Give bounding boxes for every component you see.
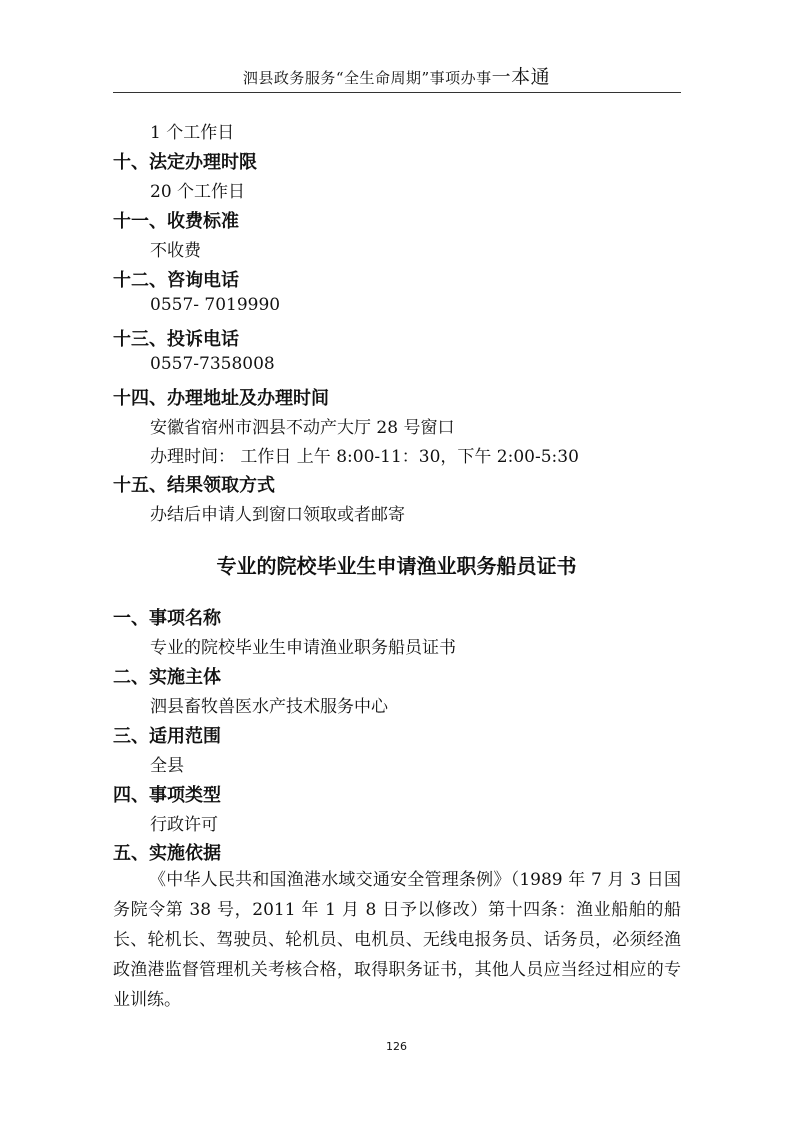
item-10-line: 20 个工作日 [150,182,246,202]
item-3-line: 全县 [150,756,184,776]
item-1-line: 专业的院校毕业生申请渔业职务船员证书 [150,638,456,658]
heading-5: 五、实施依据 [113,843,221,864]
item-14-hours: 办理时间： 工作日 上午 8:00-11：30，下午 2:00-5:30 [150,447,579,467]
header-rule [113,92,681,93]
header-text: 泗县政务服务“全生命周期”事项办事 [242,69,492,87]
heading-11: 十一、收费标准 [113,211,239,232]
basis-paragraph: 《中华人民共和国渔港水域交通安全管理条例》（1989 年 7 月 3 日国务院令第 38 号，2011 年 1 月 8 日予以修改）第十四条：渔业船舶的船长、轮机长、驾驶员、轮机员、电机员、无线电报务员、话务员，必须经渔政渔港监督管理机关考核合格，取得职务证书，其他人员应当经过相应的专业训练。 [113,870,681,1010]
heading-15: 十五、结果领取方式 [113,475,275,496]
item-13-line: 0557-7358008 [150,354,275,374]
heading-10: 十、法定办理时限 [113,152,257,173]
item-15-line: 办结后申请人到窗口领取或者邮寄 [150,505,405,525]
item-2-line: 泗县畜牧兽医水产技术服务中心 [150,697,388,717]
heading-2: 二、实施主体 [113,667,221,688]
continuation-line: 1 个工作日 [150,123,235,143]
heading-13: 十三、投诉电话 [113,329,239,350]
page-number: 126 [386,1040,407,1053]
header-text-big: 一本通 [491,66,551,88]
section-title: 专业的院校毕业生申请渔业职务船员证书 [216,554,577,578]
heading-14: 十四、办理地址及办理时间 [113,388,329,409]
item-12-line: 0557- 7019990 [150,295,281,315]
page-header [0,62,793,89]
heading-3: 三、适用范围 [113,726,221,747]
item-11-line: 不收费 [150,241,201,261]
item-4-line: 行政许可 [150,815,218,835]
item-14-address: 安徽省宿州市泗县不动产大厅 28 号窗口 [150,418,455,438]
heading-1: 一、事项名称 [113,608,221,629]
heading-4: 四、事项类型 [113,785,221,806]
heading-12: 十二、咨询电话 [113,270,239,291]
